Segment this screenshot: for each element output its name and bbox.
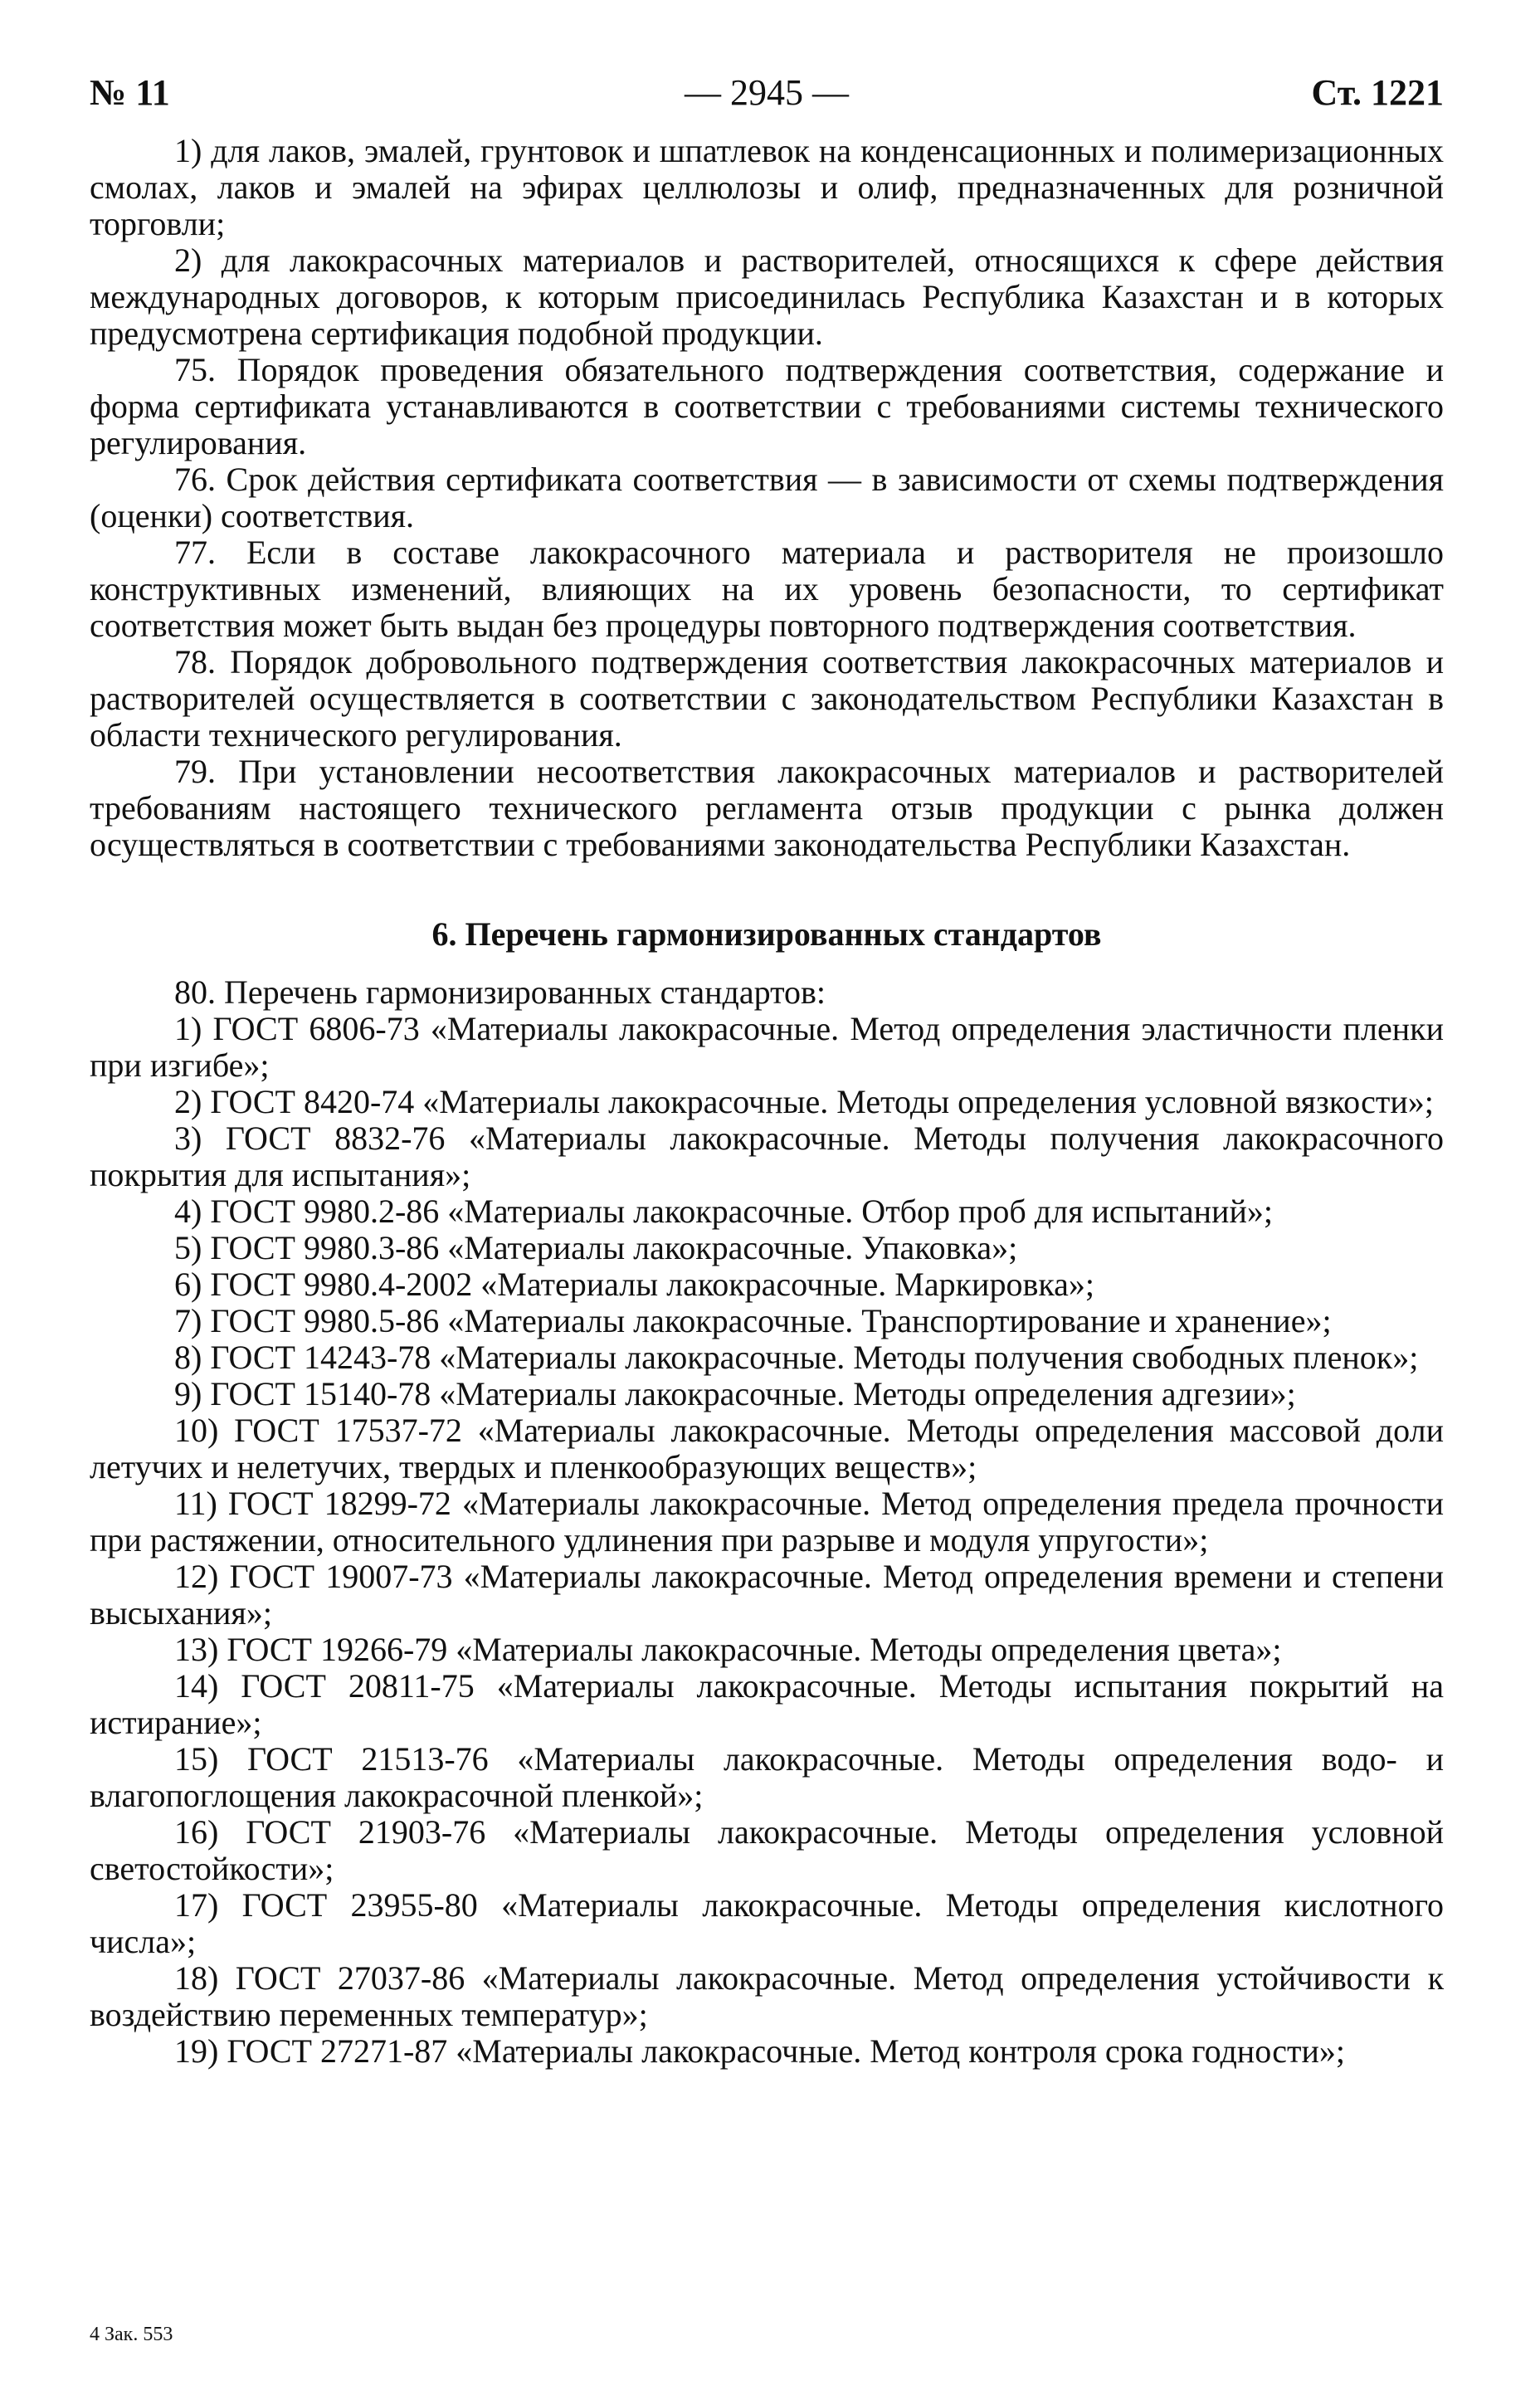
article-number: Ст. 1221: [1311, 72, 1444, 113]
paragraph-78: 78. Порядок добровольного подтверждения соответствия лакокрасочных материалов и растворителей осуществляется в соответствии с законодательством Республики Казахстан в области технического регулирования.: [90, 643, 1444, 754]
paragraph-75: 75. Порядок проведения обязательного подтверждения соответствия, содержание и форма сертификата устанавливаются в соответствии с требованиями системы технического регулирования.: [90, 351, 1444, 461]
standard-item: 15) ГОСТ 21513-76 «Материалы лакокрасочные. Методы определения водо- и влагопоглощения лакокрасочной пленкой»;: [90, 1740, 1444, 1814]
issue-number: № 11: [90, 72, 170, 113]
standard-item: 17) ГОСТ 23955-80 «Материалы лакокрасочные. Методы определения кислотного числа»;: [90, 1886, 1444, 1960]
standard-item: 13) ГОСТ 19266-79 «Материалы лакокрасочные. Методы определения цвета»;: [174, 1631, 1282, 1668]
page-header: [90, 68, 1444, 118]
page-number: — 2945 —: [685, 72, 849, 113]
standard-item: 18) ГОСТ 27037-86 «Материалы лакокрасочные. Метод определения устойчивости к воздействию переменных температур»;: [90, 1959, 1444, 2033]
spacer: [90, 863, 1444, 916]
standard-item: 6) ГОСТ 9980.4-2002 «Материалы лакокрасочные. Маркировка»;: [174, 1266, 1095, 1303]
page-footer-note: 4 Зак. 553: [90, 2324, 173, 2345]
standard-item: 2) ГОСТ 8420-74 «Материалы лакокрасочные. Методы определения условной вязкости»;: [174, 1083, 1434, 1120]
paragraph-80: 80. Перечень гармонизированных стандартов:: [174, 973, 826, 1011]
standard-item: 12) ГОСТ 19007-73 «Материалы лакокрасочные. Метод определения времени и степени высыхания»;: [90, 1558, 1444, 1632]
standard-item: 7) ГОСТ 9980.5-86 «Материалы лакокрасочные. Транспортирование и хранение»;: [174, 1302, 1332, 1339]
standard-item: 1) ГОСТ 6806-73 «Материалы лакокрасочные. Метод определения эластичности пленки при изгибе»;: [90, 1010, 1444, 1084]
paragraph-79: 79. При установлении несоответствия лакокрасочных материалов и растворителей требованиям настоящего технического регламента отзыв продукции с рынка должен осуществляться в соответствии с требованиями законодательства Республики Казахстан.: [90, 753, 1444, 863]
paragraph-item-1: 1) для лаков, эмалей, грунтовок и шпатлевок на конденсационных и полимеризационных смолах, лаков и эмалей на эфирах целлюлозы и олиф, предназначенных для розничной торговли;: [90, 132, 1444, 242]
standard-item: 4) ГОСТ 9980.2-86 «Материалы лакокрасочные. Отбор проб для испытаний»;: [174, 1193, 1273, 1230]
standard-item: 8) ГОСТ 14243-78 «Материалы лакокрасочные. Методы получения свободных пленок»;: [174, 1339, 1419, 1376]
standard-item: 5) ГОСТ 9980.3-86 «Материалы лакокрасочные. Упаковка»;: [174, 1229, 1018, 1266]
standard-item: 14) ГОСТ 20811-75 «Материалы лакокрасочные. Методы испытания покрытий на истирание»;: [90, 1667, 1444, 1741]
paragraph-76: 76. Срок действия сертификата соответствия — в зависимости от схемы подтверждения (оценки) соответствия.: [90, 461, 1444, 534]
paragraph-item-2: 2) для лакокрасочных материалов и растворителей, относящихся к сфере действия международных договоров, к которым присоединилась Республика Казахстан и в которых предусмотрена сертификация подобной продукции.: [90, 241, 1444, 352]
document-body: [90, 133, 1444, 2070]
standard-item: 16) ГОСТ 21903-76 «Материалы лакокрасочные. Методы определения условной светостойкости»;: [90, 1813, 1444, 1887]
paragraph-77: 77. Если в составе лакокрасочного материала и растворителя не произошло конструктивных изменений, влияющих на их уровень безопасности, то сертификат соответствия может быть выдан без процедуры повторного подтверждения соответствия.: [90, 534, 1444, 644]
standard-item: 3) ГОСТ 8832-76 «Материалы лакокрасочные. Методы получения лакокрасочного покрытия для испытания»;: [90, 1120, 1444, 1193]
standard-item: 9) ГОСТ 15140-78 «Материалы лакокрасочные. Методы определения адгезии»;: [174, 1375, 1296, 1412]
section-heading: 6. Перечень гармонизированных стандартов: [431, 915, 1102, 953]
standard-item: 10) ГОСТ 17537-72 «Материалы лакокрасочные. Методы определения массовой доли летучих и нелетучих, твердых и пленкообразующих веществ»;: [90, 1412, 1444, 1485]
standard-item: 19) ГОСТ 27271-87 «Материалы лакокрасочные. Метод контроля срока годности»;: [174, 2032, 1345, 2070]
spacer: [90, 953, 1444, 974]
standard-item: 11) ГОСТ 18299-72 «Материалы лакокрасочные. Метод определения предела прочности при растяжении, относительного удлинения при разрыве и модуля упругости»;: [90, 1485, 1444, 1559]
